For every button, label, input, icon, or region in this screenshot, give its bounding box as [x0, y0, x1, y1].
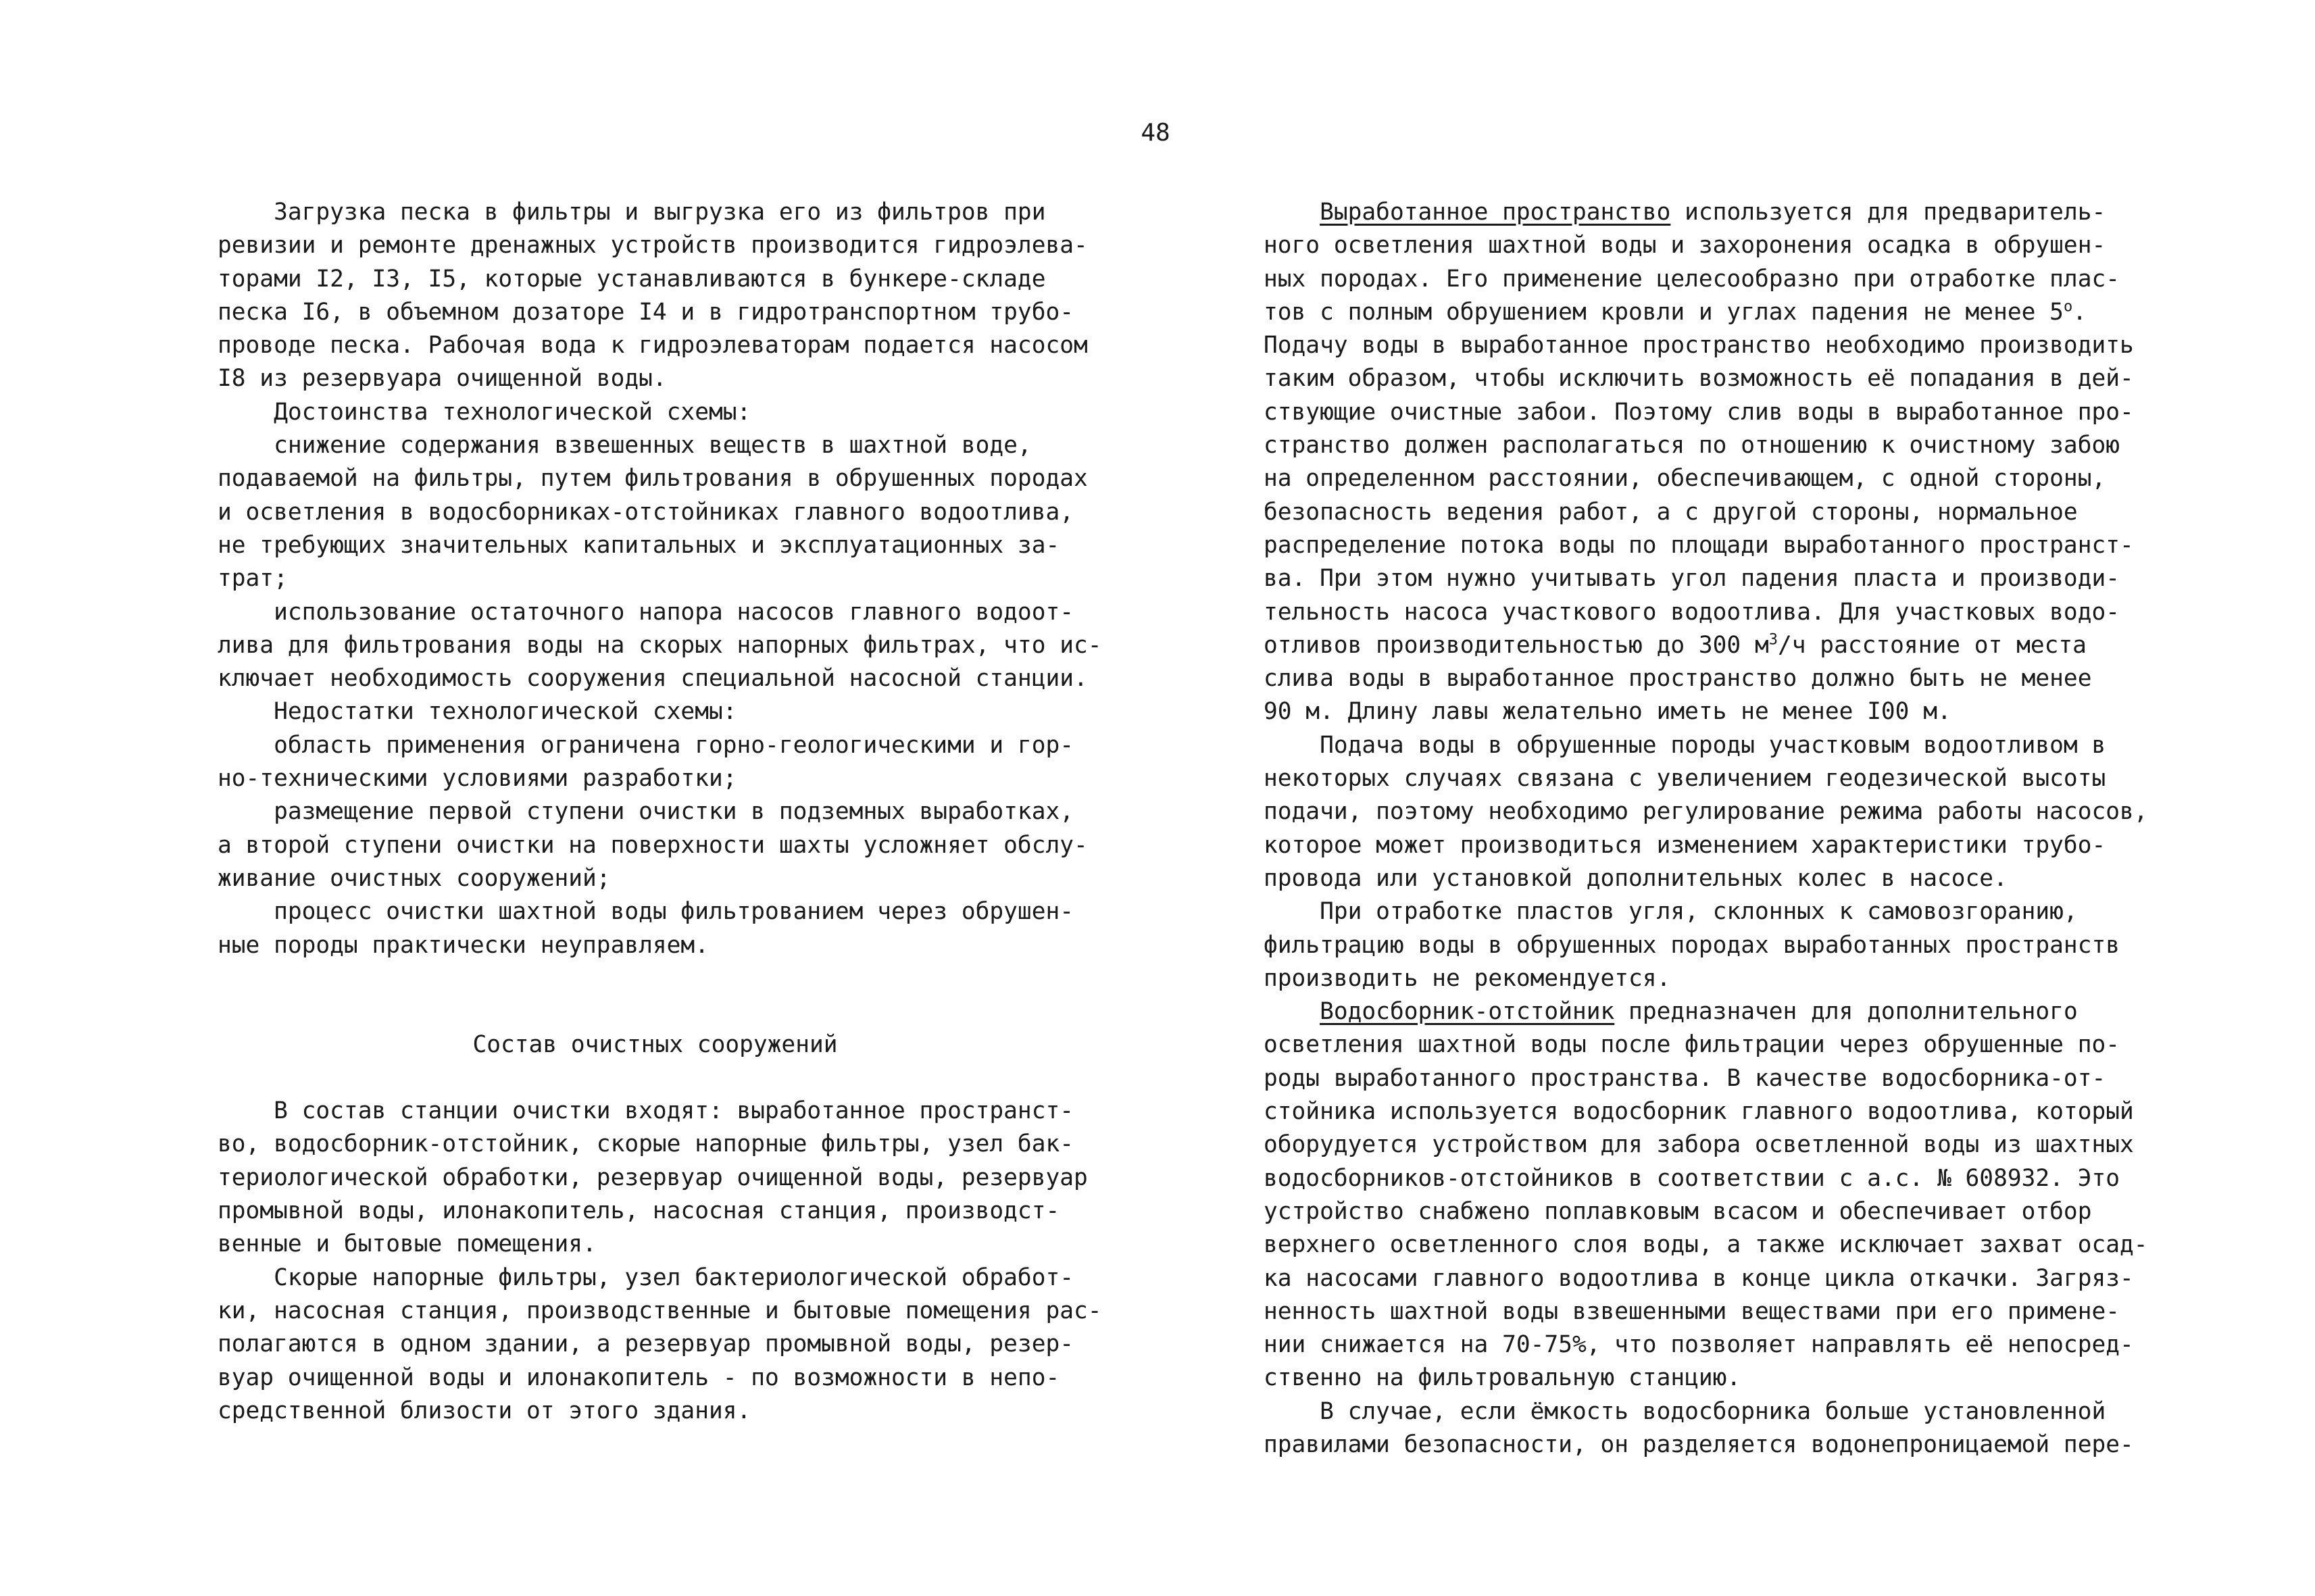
text-line: ные породы практически неуправляем. [218, 931, 709, 959]
degree-superscript: o [2063, 298, 2073, 316]
text-line: оборудуется устройством для забора осветленной воды из шахтных [1264, 1131, 2134, 1159]
text-fragment: /ч расстояние от места [1778, 631, 2087, 659]
cubic-superscript: 3 [1768, 631, 1778, 649]
paragraph-building-layout [218, 1262, 1102, 1428]
text-line: использование остаточного напора насосов главного водоот- [218, 598, 1074, 626]
text-line: вуар очищенной воды и илонакопитель - по возможности в непо- [218, 1364, 1060, 1391]
disadvantages-title: Недостатки технологической схемы: [218, 698, 737, 726]
text-line: ненность шахтной воды взвешенными веществами при его примене- [1264, 1297, 2120, 1325]
text-line: промывной воды, илонакопитель, насосная станция, производст- [218, 1197, 1060, 1225]
text-line: некоторых случаях связана с увеличением геодезической высоты [1264, 765, 2106, 793]
paragraph-water-supply [1264, 729, 2148, 895]
advantages-list [218, 429, 1102, 695]
text-line: и осветления в водосборниках-отстойниках главного водоотлива, [218, 498, 1074, 526]
text-line: полагаются в одном здании, а резервуар промывной воды, резер- [218, 1330, 1074, 1358]
text-line: осветления шахтной воды после фильтрации через обрушенные по- [1264, 1031, 2120, 1059]
text-line: таким образом, чтобы исключить возможность её попадания в дей- [1264, 365, 2134, 393]
left-column [218, 196, 1102, 1428]
text-line: а второй ступени очистки на поверхности шахты усложняет обслу- [218, 831, 1088, 859]
text-line: слива воды в выработанное пространство должно быть не менее [1264, 665, 2092, 693]
term-settling-sump: Водосборник-отстойник [1320, 998, 1615, 1026]
text-line: песка I6, в объемном дозаторе I4 и в гидротранспортном трубо- [218, 298, 1074, 326]
text-line: Подача воды в обрушенные породы участковым водоотливом в [1264, 731, 2106, 759]
text-line: ственно на фильтровальную станцию. [1264, 1364, 1741, 1392]
text-line: правилами безопасности, он разделяется водонепроницаемой пере- [1264, 1430, 2134, 1458]
text-fragment: . [2072, 298, 2087, 326]
text-line: производить не рекомендуется. [1264, 964, 1671, 992]
paragraph-settling-sump [1264, 995, 2148, 1395]
paragraph-station-composition [218, 1095, 1093, 1261]
text-line [1264, 629, 2142, 662]
text-line: лива для фильтрования воды на скорых напорных фильтрах, что ис- [218, 631, 1102, 659]
paragraph-worked-out-space [1264, 196, 2142, 729]
text-line: венные и бытовые помещения. [218, 1230, 597, 1258]
text-line: снижение содержания взвешенных веществ в шахтной воде, [218, 432, 1032, 459]
text-line: ных породах. Его применение целесообразно при отработке плас- [1264, 265, 2120, 293]
spacer [218, 962, 1093, 1028]
text-line: подаваемой на фильтры, путем фильтрования в обрушенных породах [218, 465, 1088, 493]
section-heading: Состав очистных сооружений [472, 1030, 838, 1058]
text-line: ключает необходимость сооружения специальной насосной станции. [218, 665, 1088, 693]
text-line: размещение первой ступени очистки в подземных выработках, [218, 798, 1074, 826]
text-line: во, водосборник-отстойник, скорые напорные фильтры, узел бак- [218, 1130, 1074, 1158]
text-line: ревизии и ремонте дренажных устройств производится гидроэлева- [218, 232, 1088, 259]
text-line: область применения ограничена горно-геологическими и гор- [218, 731, 1074, 759]
text-line: ки, насосная станция, производственные и бытовые помещения рас- [218, 1297, 1102, 1324]
text-line: стойника используется водосборник главного водоотлива, который [1264, 1098, 2134, 1126]
text-fragment [1264, 998, 1320, 1025]
text-line: нии снижается на 70-75%, что позволяет направлять её непосред- [1264, 1331, 2134, 1359]
text-line: средственной близости от этого здания. [218, 1397, 751, 1424]
text-line: подачи, поэтому необходимо регулирование режима работы насосов, [1264, 798, 2148, 826]
text-line: В случае, если ёмкость водосборника больше установленной [1264, 1397, 2106, 1425]
text-line [1264, 995, 2142, 1028]
text-line: териологической обработки, резервуар очищенной воды, резервуар [218, 1164, 1088, 1191]
text-line: ного осветления шахтной воды и захоронения осадка в обрушен- [1264, 232, 2106, 259]
text-line: тельность насоса участкового водоотлива. Для участковых водо- [1264, 598, 2120, 626]
text-line: устройство снабжено поплавковым всасом и обеспечивает отбор [1264, 1197, 2092, 1225]
text-fragment: тов с полным обрушением кровли и углах падения не менее 5 [1264, 298, 2064, 326]
text-line: трат; [218, 565, 288, 593]
text-line: живание очистных сооружений; [218, 864, 611, 892]
text-line: 90 м. Длину лавы желательно иметь не менее I00 м. [1264, 698, 1951, 726]
term-worked-out-space: Выработанное пространство [1320, 199, 1671, 226]
text-line: но-техническими условиями разработки; [218, 765, 737, 793]
text-line [1264, 196, 2142, 229]
text-line: ва. При этом нужно учитывать угол падения пласта и производи- [1264, 565, 2120, 593]
paragraph-sump-capacity [1264, 1395, 2142, 1462]
text-line: процесс очистки шахтной воды фильтрованием через обрушен- [218, 898, 1074, 926]
page-number: 48 [1141, 119, 1170, 147]
text-line: I8 из резервуара очищенной воды. [218, 365, 667, 393]
paragraph-sand-loading [218, 196, 1093, 396]
text-line: на определенном расстоянии, обеспечивающем, с одной стороны, [1264, 465, 2106, 493]
right-column [1264, 196, 2148, 1462]
text-line: распределение потока воды по площади выработанного пространст- [1264, 531, 2134, 559]
spacer [218, 1062, 1093, 1095]
advantages-title: Достоинства технологической схемы: [218, 398, 751, 426]
text-line: водосборников-отстойников в соответствии с а.с. № 608932. Это [1264, 1164, 2120, 1192]
text-line: Скорые напорные фильтры, узел бактериологической обработ- [218, 1264, 1074, 1291]
text-fragment: используется для предваритель- [1670, 199, 2106, 226]
text-line: верхнего осветленного слоя воды, а также исключает захват осад- [1264, 1231, 2148, 1259]
text-line [1264, 296, 2142, 329]
text-line: Подачу воды в выработанное пространство необходимо производить [1264, 332, 2134, 359]
text-fragment: предназначен для дополнительного [1614, 998, 2078, 1026]
text-line: ка насосами главного водоотлива в конце цикла откачки. Загряз- [1264, 1264, 2134, 1292]
text-line: которое может производиться изменением характеристики трубо- [1264, 831, 2106, 859]
text-line: торами I2, I3, I5, которые устанавливаются в бункере-складе [218, 265, 1046, 293]
text-line: проводе песка. Рабочая вода к гидроэлеваторам подается насосом [218, 332, 1088, 359]
text-line: ствующие очистные забои. Поэтому слив воды в выработанное про- [1264, 398, 2134, 426]
text-line: странство должен располагаться по отношению к очистному забою [1264, 432, 2120, 459]
disadvantages-list [218, 729, 1093, 962]
text-line: В состав станции очистки входят: выработанное пространст- [218, 1097, 1074, 1125]
text-line: не требующих значительных капитальных и эксплуатационных за- [218, 531, 1060, 559]
paragraph-self-ignition [1264, 895, 2142, 995]
text-line: провода или установкой дополнительных колес в насосе. [1264, 864, 2008, 892]
text-line: фильтрацию воды в обрушенных породах выработанных пространств [1264, 931, 2120, 959]
text-line: При отработке пластов угля, склонных к самовозгоранию, [1264, 898, 2078, 926]
text-line: роды выработанного пространства. В качестве водосборника-от- [1264, 1064, 2106, 1092]
text-line: Загрузка песка в фильтры и выгрузка его из фильтров при [218, 199, 1046, 226]
text-line: безопасность ведения работ, а с другой стороны, нормальное [1264, 498, 2078, 526]
text-fragment: отливов производительностью до 300 м [1264, 631, 1769, 659]
